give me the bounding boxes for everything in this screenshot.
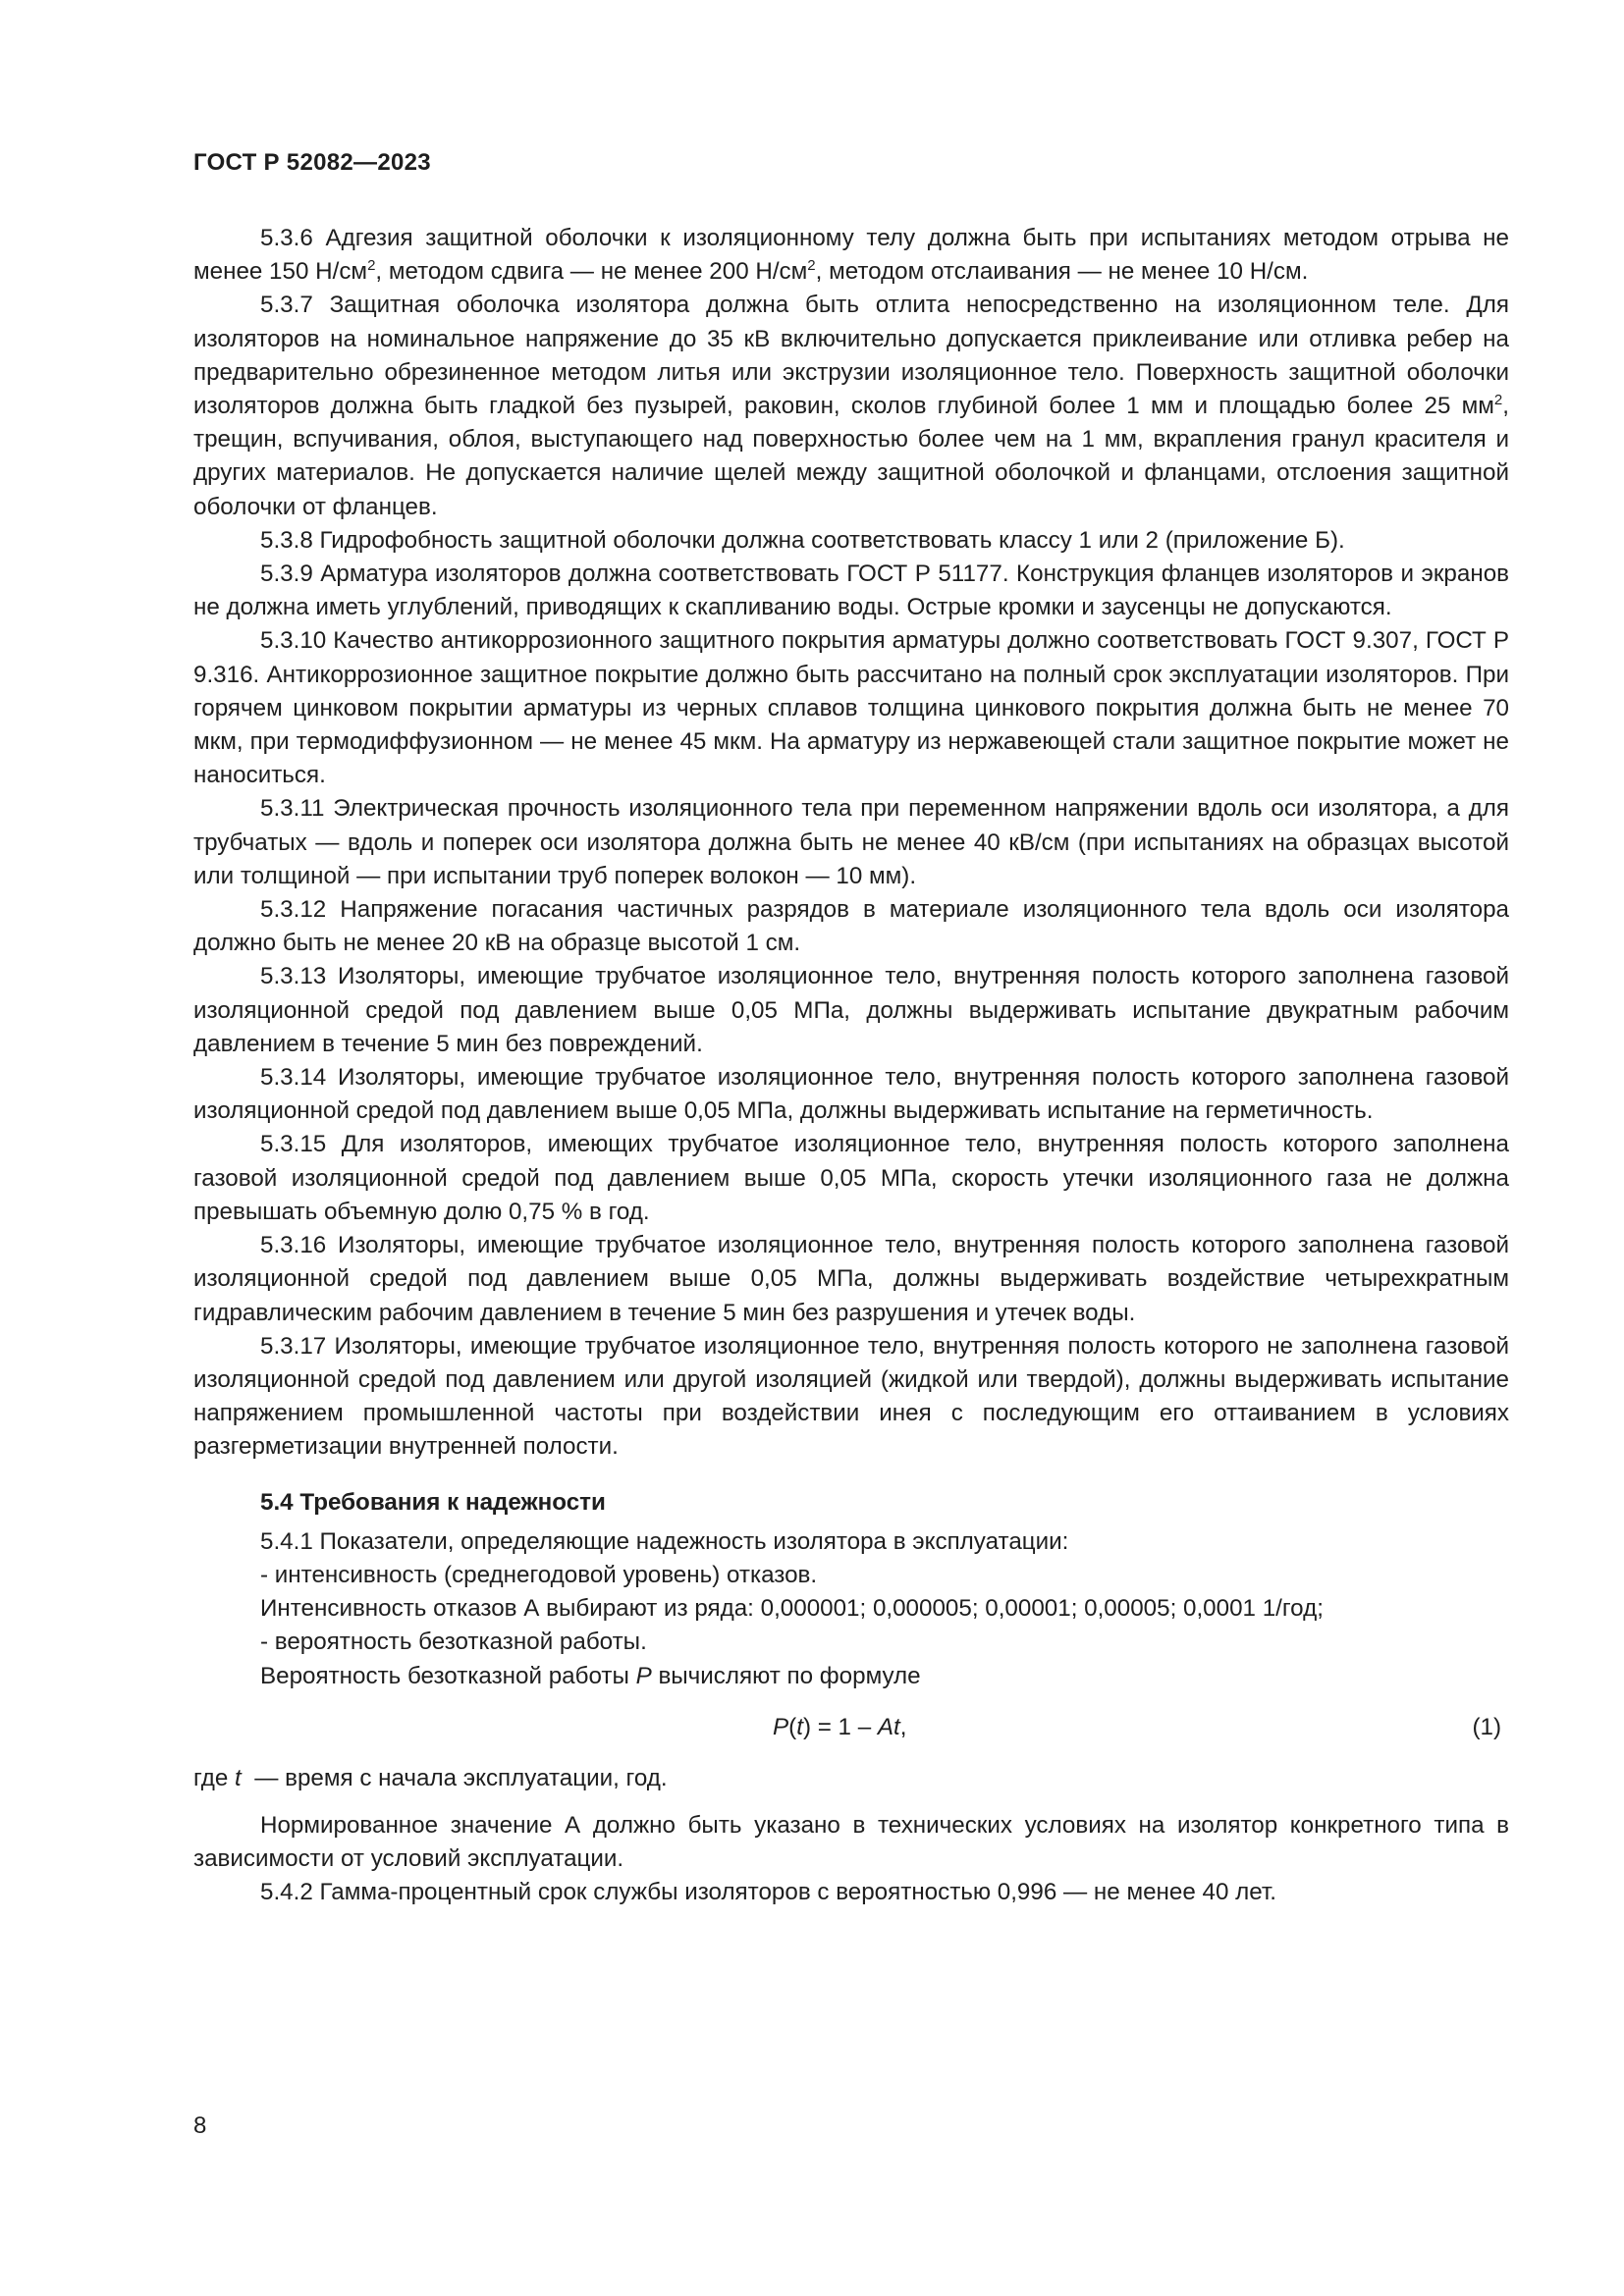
paragraph-5-3-14: 5.3.14 Изоляторы, имеющие трубчатое изоляционное тело, внутренняя полость которого заполнена газовой изоляционной средой под давлением выше 0,05 МПа, должны выдерживать испытание на герметичность. [193,1064,1509,1125]
probability-formula-intro: Вероятность безотказной работы P вычисляют по формуле [260,1662,921,1689]
document-code-header: ГОСТ Р 52082—2023 [193,149,431,176]
paragraph-5-4-1: 5.4.1 Показатели, определяющие надежность изолятора в эксплуатации: [260,1527,1069,1555]
formula-row [193,1711,1509,1744]
paragraph-5-3-6: 5.3.6 Адгезия защитной оболочки к изоляционному телу должна быть при испытаниях методом отрыва не менее 150 $Н/см^2$, методом сдвига — не менее 200 $Н/см^2$, методом отслаивания — не менее 10 Н/см. [193,225,1509,286]
list-item-failure-intensity: - интенсивность (среднегодовой уровень) отказов. [260,1561,818,1588]
paragraph-5-3-12: 5.3.12 Напряжение погасания частичных разрядов в материале изоляционного тела вдоль оси изолятора должно быть не менее 20 кВ на образце высотой 1 см. [193,896,1509,957]
formula-expression: P(t) = 1 – At, [773,1713,907,1740]
section-5-4-heading: 5.4 Требования к надежности [260,1488,606,1516]
page-number: 8 [193,2112,207,2139]
paragraph-5-3-11: 5.3.11 Электрическая прочность изоляционного тела при переменном напряжении вдоль оси изолятора, а для трубчатых — вдоль и поперек оси изолятора должна быть не менее 40 кВ/см (при испытаниях на образцах высотой или толщиной — при испытании труб поперек волокон — 10 мм). [193,795,1509,889]
paragraph-5-3-13: 5.3.13 Изоляторы, имеющие трубчатое изоляционное тело, внутренняя полость которого заполнена газовой изоляционной средой под давлением выше 0,05 МПа, должны выдерживать испытание двукратным рабочим давлением в течение 5 мин без повреждений. [193,963,1509,1057]
paragraph-5-3-15: 5.3.15 Для изоляторов, имеющих трубчатое изоляционное тело, внутренняя полость которого заполнена газовой изоляционной средой под давлением выше 0,05 МПа, скорость утечки изоляционного газа не должна превышать объемную долю 0,75 % в год. [193,1131,1509,1225]
paragraph-5-3-7: 5.3.7 Защитная оболочка изолятора должна быть отлита непосредственно на изоляционном теле. Для изоляторов на номинальное напряжение до 35 кВ включительно допускается приклеивание или отливка ребер на предварительно обрезиненное методом литья или экструзии изоляционное тело. Поверхность защитной оболочки изоляторов должна быть гладкой без пузырей, раковин, сколов глубиной более 1 мм и площадью более 25 $мм^2$, трещин, вспучивания, облоя, выступающего над поверхностью более чем на 1 мм, вкрапления гранул красителя и других материалов. Не допускается наличие щелей между защитной оболочкой и фланцами, отслоения защитной оболочки от фланцев. [193,292,1509,520]
paragraph-5-3-10: 5.3.10 Качество антикоррозионного защитного покрытия арматуры должно соответствовать ГОСТ 9.307, ГОСТ Р 9.316. Антикоррозионное защитное покрытие должно быть рассчитано на полный срок эксплуатации изоляторов. При горячем цинковом покрытии арматуры из черных сплавов толщина цинкового покрытия должна быть не менее 70 мкм, при термодиффузионном — не менее 45 мкм. На арматуру из нержавеющей стали защитное покрытие может не наноситься. [193,627,1509,789]
formula-number: (1) [1472,1713,1501,1740]
paragraph-5-3-16: 5.3.16 Изоляторы, имеющие трубчатое изоляционное тело, внутренняя полость которого заполнена газовой изоляционной средой под давлением выше 0,05 МПа, должны выдерживать воздействие четырехкратным гидравлическим рабочим давлением в течение 5 мин без разрушения и утечек воды. [193,1232,1509,1326]
formula-variable-legend: где t — время с начала эксплуатации, год. [193,1764,668,1791]
paragraph-5-3-9: 5.3.9 Арматура изоляторов должна соответствовать ГОСТ Р 51177. Конструкция фланцев изоляторов и экранов не должна иметь углублений, приводящих к скапливанию воды. Острые кромки и заусенцы не допускаются. [193,561,1509,621]
document-body [193,222,1509,1910]
paragraph-5-4-2: 5.4.2 Гамма-процентный срок службы изоляторов с вероятностью 0,996 — не менее 40 лет. [260,1879,1277,1906]
normalized-value-paragraph: Нормированное значение А должно быть указано в технических условиях на изолятор конкретного типа в зависимости от условий эксплуатации. [193,1811,1509,1873]
paragraph-5-3-8: 5.3.8 Гидрофобность защитной оболочки должна соответствовать классу 1 или 2 (приложение Б). [260,526,1345,554]
failure-intensity-series: Интенсивность отказов А выбирают из ряда: 0,000001; 0,000005; 0,00001; 0,00005; 0,0001 1/год; [260,1595,1324,1623]
list-item-reliability-probability: - вероятность безотказной работы. [260,1629,647,1656]
paragraph-5-3-17: 5.3.17 Изоляторы, имеющие трубчатое изоляционное тело, внутренняя полость которого не заполнена газовой изоляционной средой под давлением или другой изоляцией (жидкой или твердой), должны выдерживать испытание напряжением промышленной частоты при воздействии инея с последующим его оттаиванием в условиях разгерметизации внутренней полости. [193,1332,1509,1461]
